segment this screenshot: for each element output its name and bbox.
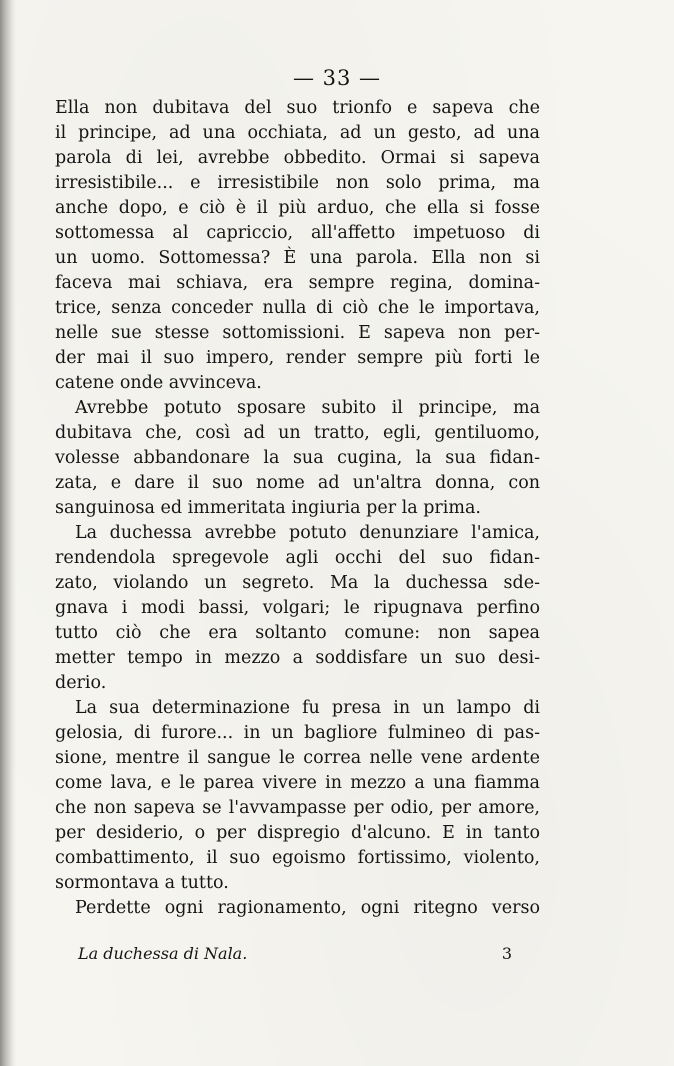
text-line: volesse abbandonare la sua cugina, la sua fidan- <box>55 448 540 468</box>
text-line: gnava i modi bassi, volgari; le ripugnava perfino <box>55 598 540 618</box>
text-line: sanguinosa ed immeritata ingiuria per la prima. <box>55 498 481 518</box>
text-line: La sua determinazione fu presa in un lampo di <box>75 698 540 718</box>
text-line: dubitava che, così ad un tratto, egli, gentiluomo, <box>55 423 540 443</box>
text-line: per desiderio, o per dispregio d'alcuno. E in tanto <box>55 823 540 843</box>
text-line: La duchessa avrebbe potuto denunziare l'amica, <box>75 523 540 543</box>
text-line: gelosia, di furore... in un bagliore fulmineo di pas- <box>55 723 540 743</box>
text-line: Ella non dubitava del suo trionfo e sapeva che <box>55 98 540 118</box>
text-line: il principe, ad una occhiata, ad un gesto, ad una <box>55 123 540 143</box>
text-line: irresistibile... e irresistibile non solo prima, ma <box>55 173 540 193</box>
page-footer <box>78 944 512 963</box>
text-line: faceva mai schiava, era sempre regina, domina- <box>55 273 540 293</box>
running-title: La duchessa di Nala. <box>78 944 248 963</box>
body-text <box>55 96 540 921</box>
text-line: tutto ciò che era soltanto comune: non sapea <box>55 623 540 643</box>
text-line: der mai il suo impero, render sempre più forti le <box>55 348 540 368</box>
text-line: nelle sue stesse sottomissioni. E sapeva non per- <box>55 323 540 343</box>
text-line: sormontava a tutto. <box>55 873 229 893</box>
text-line: parola di lei, avrebbe obbedito. Ormai si sapeva <box>55 148 540 168</box>
page-binding-edge <box>0 0 16 1066</box>
text-line: anche dopo, e ciò è il più arduo, che ella si fosse <box>55 198 540 218</box>
signature-mark: 3 <box>501 944 512 963</box>
text-line: Avrebbe potuto sposare subito il principe, ma <box>75 398 540 418</box>
text-line: un uomo. Sottomessa? È una parola. Ella non si <box>55 248 540 268</box>
text-line: combattimento, il suo egoismo fortissimo, violento, <box>55 848 540 868</box>
page-number: — 33 — <box>292 66 382 90</box>
text-line: come lava, e le parea vivere in mezzo a una fiamma <box>55 773 540 793</box>
text-line: sione, mentre il sangue le correa nelle vene ardente <box>55 748 540 768</box>
text-line: Perdette ogni ragionamento, ogni ritegno verso <box>75 898 540 918</box>
text-line: rendendola spregevole agli occhi del suo fidan- <box>55 548 540 568</box>
text-line: zata, e dare il suo nome ad un'altra donna, con <box>55 473 540 493</box>
text-line: derio. <box>55 673 107 693</box>
text-line: trice, senza conceder nulla di ciò che le importava, <box>55 298 540 318</box>
text-line: sottomessa al capriccio, all'affetto impetuoso di <box>55 223 540 243</box>
text-line: metter tempo in mezzo a soddisfare un suo desi- <box>55 648 540 668</box>
text-line: che non sapeva se l'avvampasse per odio, per amore, <box>55 798 540 818</box>
text-line: zato, violando un segreto. Ma la duchessa sde- <box>55 573 540 593</box>
text-line: catene onde avvinceva. <box>55 373 262 393</box>
